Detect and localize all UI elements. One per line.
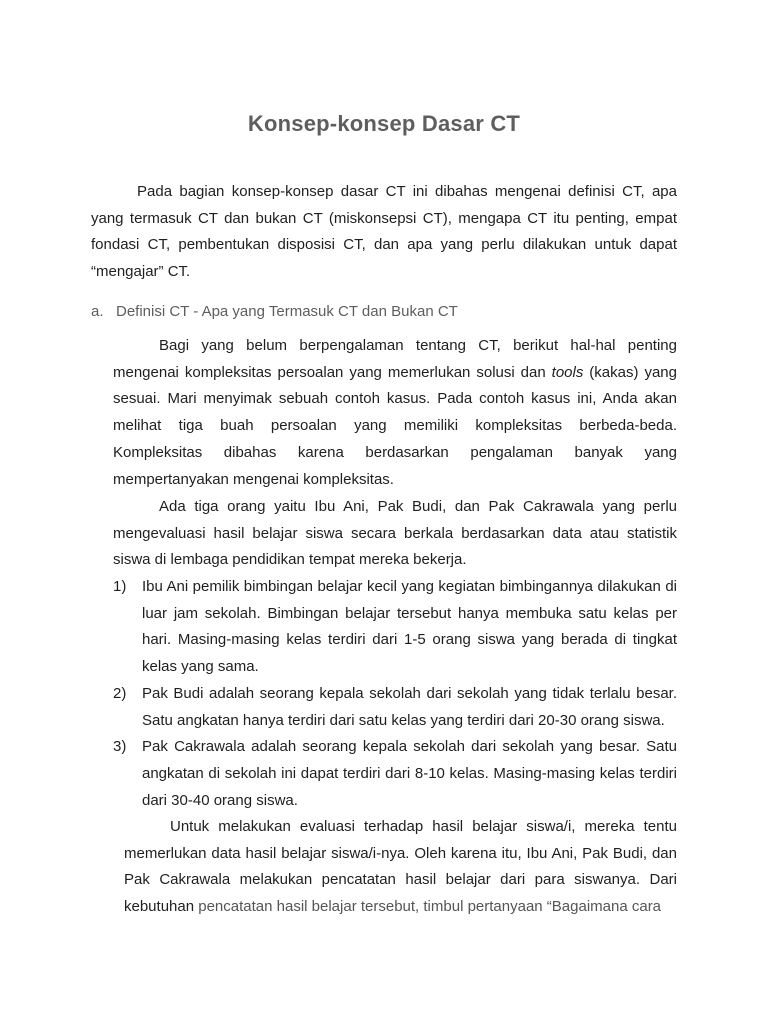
paragraph-text: Bagi yang belum berpengalaman tentang CT, berikut hal-hal penting mengenai kompleksitas persoalan yang memerlukan solusi dan bbox=[113, 337, 677, 381]
list-number: 1) bbox=[113, 578, 127, 595]
numbered-list bbox=[113, 574, 677, 814]
paragraph-three-people: Ada tiga orang yaitu Ibu Ani, Pak Budi, dan Pak Cakrawala yang perlu mengevaluasi hasil belajar siswa secara berkala berdasarkan data atau statistik siswa di lembaga pendidikan tempat mereka bekerja. bbox=[113, 498, 677, 569]
list-item-text: Ibu Ani pemilik bimbingan belajar kecil yang kegiatan bimbingannya dilakukan di luar jam sekolah. Bimbingan belajar tersebut hanya membuka satu kelas per hari. Masing-masing kelas terdiri dari 1-5 orang siswa yang berada di tingkat kelas yang sama. bbox=[142, 578, 677, 676]
list-number: 2) bbox=[113, 684, 127, 702]
paragraph-evaluation bbox=[124, 814, 677, 921]
section-heading bbox=[91, 303, 458, 320]
paragraph-complexity bbox=[113, 333, 677, 493]
list-item bbox=[113, 574, 677, 681]
list-number: 3) bbox=[113, 738, 127, 756]
intro-paragraph: Pada bagian konsep-konsep dasar CT ini dibahas mengenai definisi CT, apa yang termasuk CT dan bukan CT (miskonsepsi CT), mengapa CT itu penting, empat fondasi CT, pembentukan disposisi CT, dan apa yang perlu dilakukan untuk dapat “mengajar” CT. bbox=[91, 183, 677, 281]
paragraph-text-tail: pencatatan hasil belajar tersebut, timbul pertanyaan “Bagaimana cara bbox=[194, 898, 662, 916]
paragraph-text: Untuk melakukan evaluasi terhadap hasil belajar siswa/i, mereka tentu memerlukan data hasil belajar siswa/i-nya. Oleh karena itu, Ibu Ani, Pak Budi, dan Pak Cakrawala melakukan pencatatan hasil belajar dari para siswanya. Dari kebutuhan bbox=[124, 818, 677, 916]
list-item-text: Pak Cakrawala adalah seorang kepala sekolah dari sekolah yang besar. Satu angkatan di sekolah ini dapat terdiri dari 8-10 kelas. Masing-masing kelas terdiri dari 30-40 orang siswa. bbox=[142, 738, 677, 809]
list-item-text: Pak Budi adalah seorang kepala sekolah dari sekolah yang tidak terlalu besar. Satu angkatan hanya terdiri dari satu kelas yang terdiri dari 20-30 orang siswa. bbox=[142, 684, 677, 729]
paragraph-text: (kakas) yang sesuai. Mari menyimak sebuah contoh kasus. Pada contoh kasus ini, Anda akan melihat tiga buah persoalan yang memiliki kompleksitas berbeda-beda. Kompleksitas dibahas karena berdasarkan pengalaman banyak yang mempertanyakan mengenai kompleksitas. bbox=[113, 363, 677, 488]
list-item bbox=[113, 681, 677, 734]
section-heading-text: Definisi CT - Apa yang Termasuk CT dan Bukan CT bbox=[116, 303, 458, 320]
italic-term: tools bbox=[551, 363, 584, 381]
page-title: Konsep-konsep Dasar CT bbox=[247, 111, 521, 136]
section-marker: a. bbox=[91, 303, 104, 320]
list-item bbox=[113, 734, 677, 814]
